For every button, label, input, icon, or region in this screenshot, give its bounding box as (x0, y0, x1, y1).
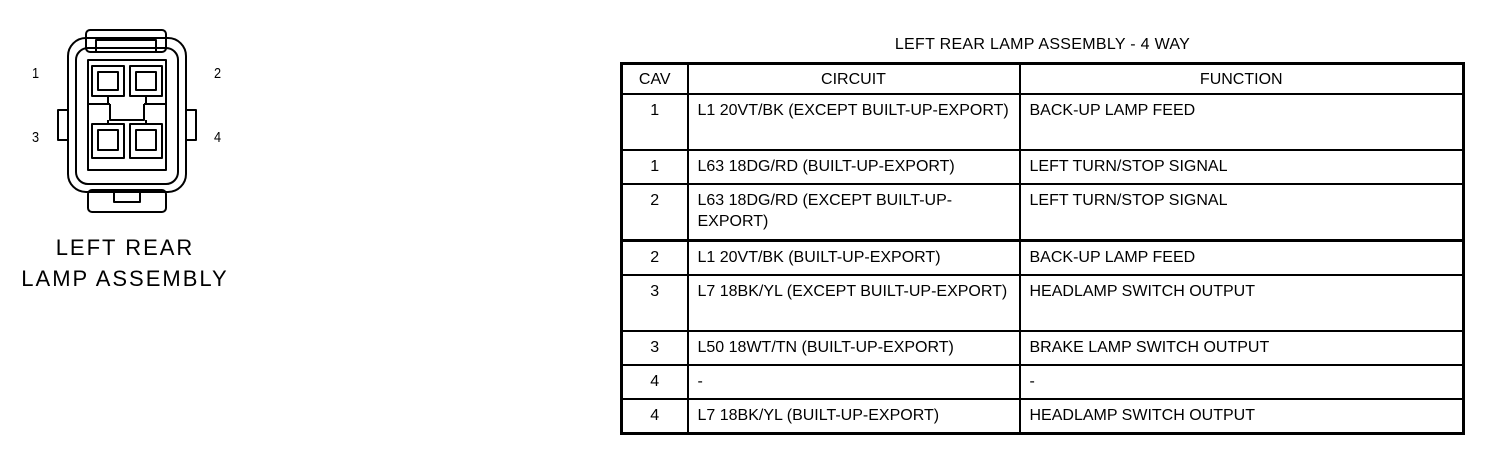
table-row (622, 275, 1464, 331)
pin-number-1: 1 (32, 65, 40, 82)
cell-circuit: L63 18DG/RD (EXCEPT BUILT-UP-EXPORT) (688, 184, 1020, 241)
connector-face-drawing (0, 0, 260, 230)
cavity-1 (92, 66, 124, 96)
table-row (622, 241, 1464, 276)
pin-number-2: 2 (214, 65, 222, 82)
table-row (622, 184, 1464, 241)
table-row (622, 331, 1464, 365)
cell-cav: 1 (622, 150, 688, 184)
connector-cavity-block (88, 60, 166, 170)
cavity-2 (130, 66, 162, 96)
cell-function: LEFT TURN/STOP SIGNAL (1020, 184, 1464, 241)
cell-cav: 2 (622, 241, 688, 276)
header-function: FUNCTION (1020, 64, 1464, 95)
connector-figure (0, 0, 260, 320)
cell-circuit: L63 18DG/RD (BUILT-UP-EXPORT) (688, 150, 1020, 184)
connector-ear-right (186, 110, 196, 140)
cell-cav: 2 (622, 184, 688, 241)
cell-circuit: L7 18BK/YL (BUILT-UP-EXPORT) (688, 399, 1020, 434)
cell-function: HEADLAMP SWITCH OUTPUT (1020, 399, 1464, 434)
table-row (622, 399, 1464, 434)
cell-function: HEADLAMP SWITCH OUTPUT (1020, 275, 1464, 331)
connector-caption-line-2: LAMP ASSEMBLY (21, 266, 229, 291)
cell-function: BRAKE LAMP SWITCH OUTPUT (1020, 331, 1464, 365)
connector-caption (10, 232, 240, 294)
cell-function: BACK-UP LAMP FEED (1020, 241, 1464, 276)
header-cav: CAV (622, 64, 688, 95)
table-title: LEFT REAR LAMP ASSEMBLY - 4 WAY (894, 36, 1191, 53)
pin-number-3: 3 (32, 129, 40, 146)
table-row (622, 94, 1464, 150)
cell-circuit: L1 20VT/BK (BUILT-UP-EXPORT) (688, 241, 1020, 276)
table-row (622, 365, 1464, 399)
table-row (622, 150, 1464, 184)
connector-housing-outer (68, 38, 186, 192)
cell-function: BACK-UP LAMP FEED (1020, 94, 1464, 150)
header-circuit: CIRCUIT (688, 64, 1020, 95)
pin-number-4: 4 (214, 129, 222, 146)
cell-cav: 4 (622, 365, 688, 399)
cell-circuit: - (688, 365, 1020, 399)
cell-cav: 1 (622, 94, 688, 150)
cell-function: LEFT TURN/STOP SIGNAL (1020, 150, 1464, 184)
cell-circuit: L50 18WT/TN (BUILT-UP-EXPORT) (688, 331, 1020, 365)
table-header-row (622, 64, 1464, 95)
cell-circuit: L7 18BK/YL (EXCEPT BUILT-UP-EXPORT) (688, 275, 1020, 331)
pinout-table (620, 62, 1465, 435)
connector-caption-line-1: LEFT REAR (55, 235, 195, 260)
cell-circuit: L1 20VT/BK (EXCEPT BUILT-UP-EXPORT) (688, 94, 1020, 150)
cell-cav: 3 (622, 331, 688, 365)
cell-function: - (1020, 365, 1464, 399)
connector-ear-left (58, 110, 68, 140)
cell-cav: 3 (622, 275, 688, 331)
cell-cav: 4 (622, 399, 688, 434)
connector-latch-top-inner (96, 40, 156, 52)
